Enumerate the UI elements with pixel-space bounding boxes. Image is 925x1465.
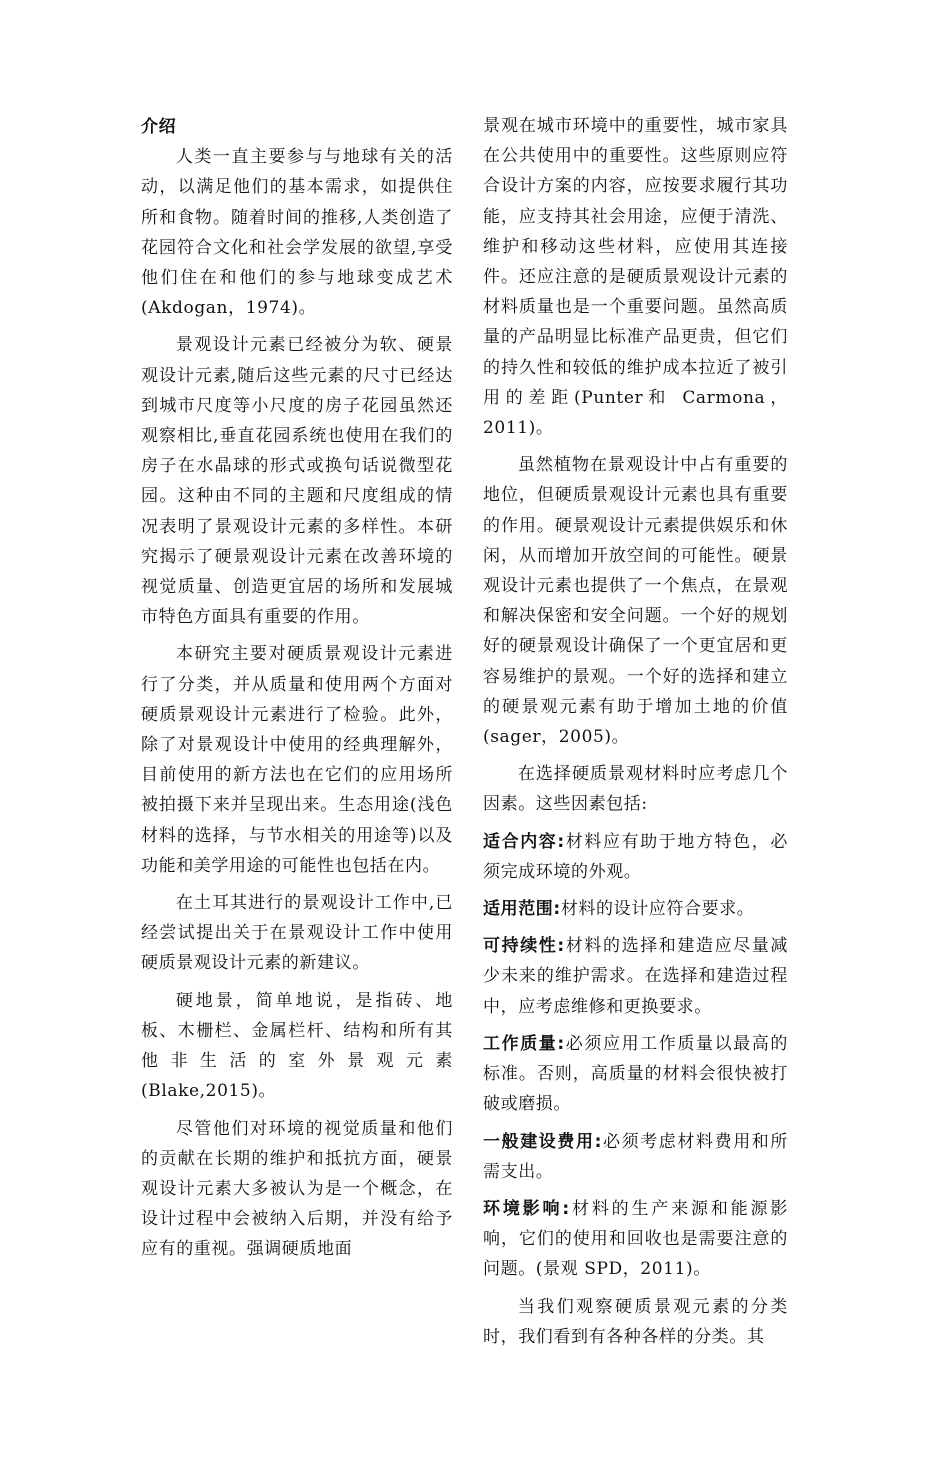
factor-item xyxy=(483,1029,788,1120)
factor-item xyxy=(483,1127,788,1187)
factor-term: 可持续性: xyxy=(483,936,565,957)
factor-term: 适合内容: xyxy=(483,831,565,852)
paragraph-continuation: 景观在城市环境中的重要性，城市家具在公共使用中的重要性。这些原则应符合设计方案的内容，应按要求履行其功能，应支持其社会用途，应便于清洗、维护和移动这些材料，应使用其连接件。还应注意的是硬质景观设计元素的材料质量也是一个重要问题。虽然高质量的产品明显比标准产品更贵，但它们的持久性和较低的维护成本拉近了被引用的差距(Punter和 Carmona，2011)。 xyxy=(483,116,788,439)
paragraph: 本研究主要对硬质景观设计元素进行了分类，并从质量和使用两个方面对硬质景观设计元素进行了检验。此外，除了对景观设计中使用的经典理解外，目前使用的新方法也在它们的应用场所被拍摄下来并呈现出来。生态用途(浅色材料的选择，与节水相关的用途等)以及功能和美学用途的可能性也包括在内。 xyxy=(141,644,453,876)
left-column xyxy=(141,112,453,1272)
factor-text: 必须应用工作质量以最高的标准。否则，高质量的材料会很快被打破或磨损。 xyxy=(483,1033,788,1115)
factor-text: 材料的生产来源和能源影响，它们的使用和回收也是需要注意的问题。(景观 SPD，2011)。 xyxy=(483,1198,788,1280)
factor-item xyxy=(483,894,788,924)
factor-term: 工作质量: xyxy=(483,1033,565,1054)
paragraph: 虽然植物在景观设计中占有重要的地位，但硬质景观设计元素也具有重要的作用。硬景观设计元素提供娱乐和休闲，从而增加开放空间的可能性。硬景观设计元素也提供了一个焦点，在景观和解决保密和安全问题。一个好的规划好的硬景观设计确保了一个更宜居和更容易维护的景观。一个好的选择和建立的硬景观元素有助于增加土地的价值(sager，2005)。 xyxy=(483,455,788,748)
factor-item xyxy=(483,931,788,1022)
factor-text: 材料的选择和建造应尽量减少未来的维护需求。在选择和建造过程中，应考虑维修和更换要求。 xyxy=(483,936,788,1017)
factor-term: 适用范围: xyxy=(483,899,561,920)
paragraph: 尽管他们对环境的视觉质量和他们的贡献在长期的维护和抵抗方面，硬景观设计元素大多被认为是一个概念，在设计过程中会被纳入后期，并没有给予应有的重视。强调硬质地面 xyxy=(141,1118,453,1260)
paragraph: 当我们观察硬质景观元素的分类时，我们看到有各种各样的分类。其 xyxy=(483,1296,788,1347)
paragraph: 在选择硬质景观材料时应考虑几个因素。这些因素包括: xyxy=(483,764,788,815)
paragraph: 硬地景，简单地说，是指砖、地板、木栅栏、金属栏杆、结构和所有其他非生活的室外景观元素(Blake,2015)。 xyxy=(141,990,453,1102)
section-heading: 介绍 xyxy=(141,117,177,137)
paragraph: 人类一直主要参与与地球有关的活动，以满足他们的基本需求，如提供住所和食物。随着时间的推移,人类创造了花园符合文化和社会学发展的欲望,享受他们住在和他们的参与地球变成艺术(Akdogan，1974)。 xyxy=(141,147,453,319)
factor-term: 一般建设费用: xyxy=(483,1131,602,1152)
factor-item xyxy=(483,1194,788,1285)
paragraph: 在土耳其进行的景观设计工作中,已经尝试提出关于在景观设计工作中使用硬质景观设计元素的新建议。 xyxy=(141,893,453,974)
factor-item xyxy=(483,827,788,887)
factor-text: 材料应有助于地方特色，必须完成环境的外观。 xyxy=(483,831,788,882)
factor-text: 材料的设计应符合要求。 xyxy=(560,899,755,920)
paragraph: 景观设计元素已经被分为软、硬景观设计元素,随后这些元素的尺寸已经达到城市尺度等小尺度的房子花园虽然还观察相比,垂直花园系统也使用在我们的房子在水晶球的形式或换句话说微型花园。这种由不同的主题和尺度组成的情况表明了景观设计元素的多样性。本研究揭示了硬景观设计元素在改善环境的视觉质量、创造更宜居的场所和发展城市特色方面具有重要的作用。 xyxy=(141,335,453,628)
factor-text: 必须考虑材料费用和所需支出。 xyxy=(483,1131,788,1182)
factor-term: 环境影响: xyxy=(483,1198,570,1219)
right-column xyxy=(483,111,788,1359)
